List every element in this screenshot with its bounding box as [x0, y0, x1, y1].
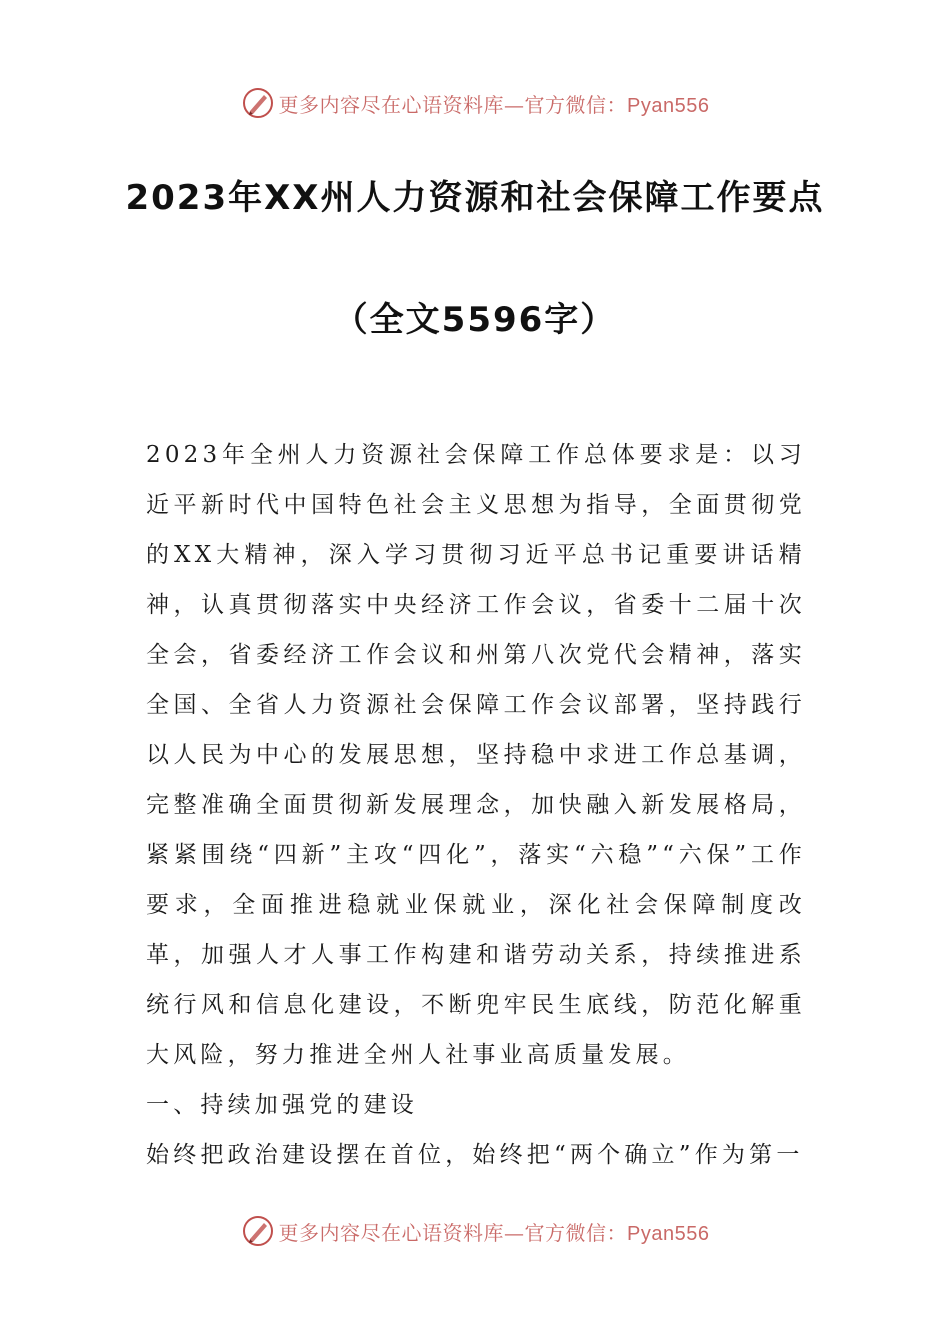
section-heading: 一、持续加强党的建设 [146, 1092, 418, 1118]
paragraph-intro: 2023年全州人力资源社会保障工作总体要求是：以习近平新时代中国特色社会主义思想为指导，全面贯彻党的XX大精神，深入学习贯彻习近平总书记重要讲话精神，认真贯彻落实中央经济工作会议，省委十二届十次全会，省委经济工作会议和州第八次党代会精神，落实全国、全省人力资源社会保障工作会议部署，坚持践行以人民为中心的发展思想，坚持稳中求进工作总基调，完整准确全面贯彻新发展理念，加快融入新发展格局，紧紧围绕“四新”主攻“四化”，落实“六稳”“六保”工作要求，全面推进稳就业保就业，深化社会保障制度改革，加强人才人事工作构建和谐劳动关系，持续推进系统行风和信息化建设，不断兜牢民生底线，防范化解重大风险，努力推进全州人社事业高质量发展。 [146, 442, 806, 1068]
paragraph-section-1: 始终把政治建设摆在首位，始终把“两个确立”作为第一 [146, 1142, 804, 1168]
wechat-id: Pyan556 [627, 1222, 710, 1245]
watermark-text: 更多内容尽在心语资料库—官方微信：Pyan556 [278, 92, 710, 117]
pen-circle-logo-icon [241, 86, 275, 120]
wechat-id: Pyan556 [627, 94, 710, 117]
document-subtitle: （全文5596字） [333, 300, 617, 340]
watermark-text: 更多内容尽在心语资料库—官方微信：Pyan556 [278, 1220, 710, 1245]
pen-circle-logo-icon [241, 1214, 275, 1248]
document-title: 2023年XX州人力资源和社会保障工作要点 [125, 178, 825, 218]
watermark-header [0, 83, 950, 123]
watermark-footer [0, 1211, 950, 1251]
document-body [146, 430, 806, 1180]
